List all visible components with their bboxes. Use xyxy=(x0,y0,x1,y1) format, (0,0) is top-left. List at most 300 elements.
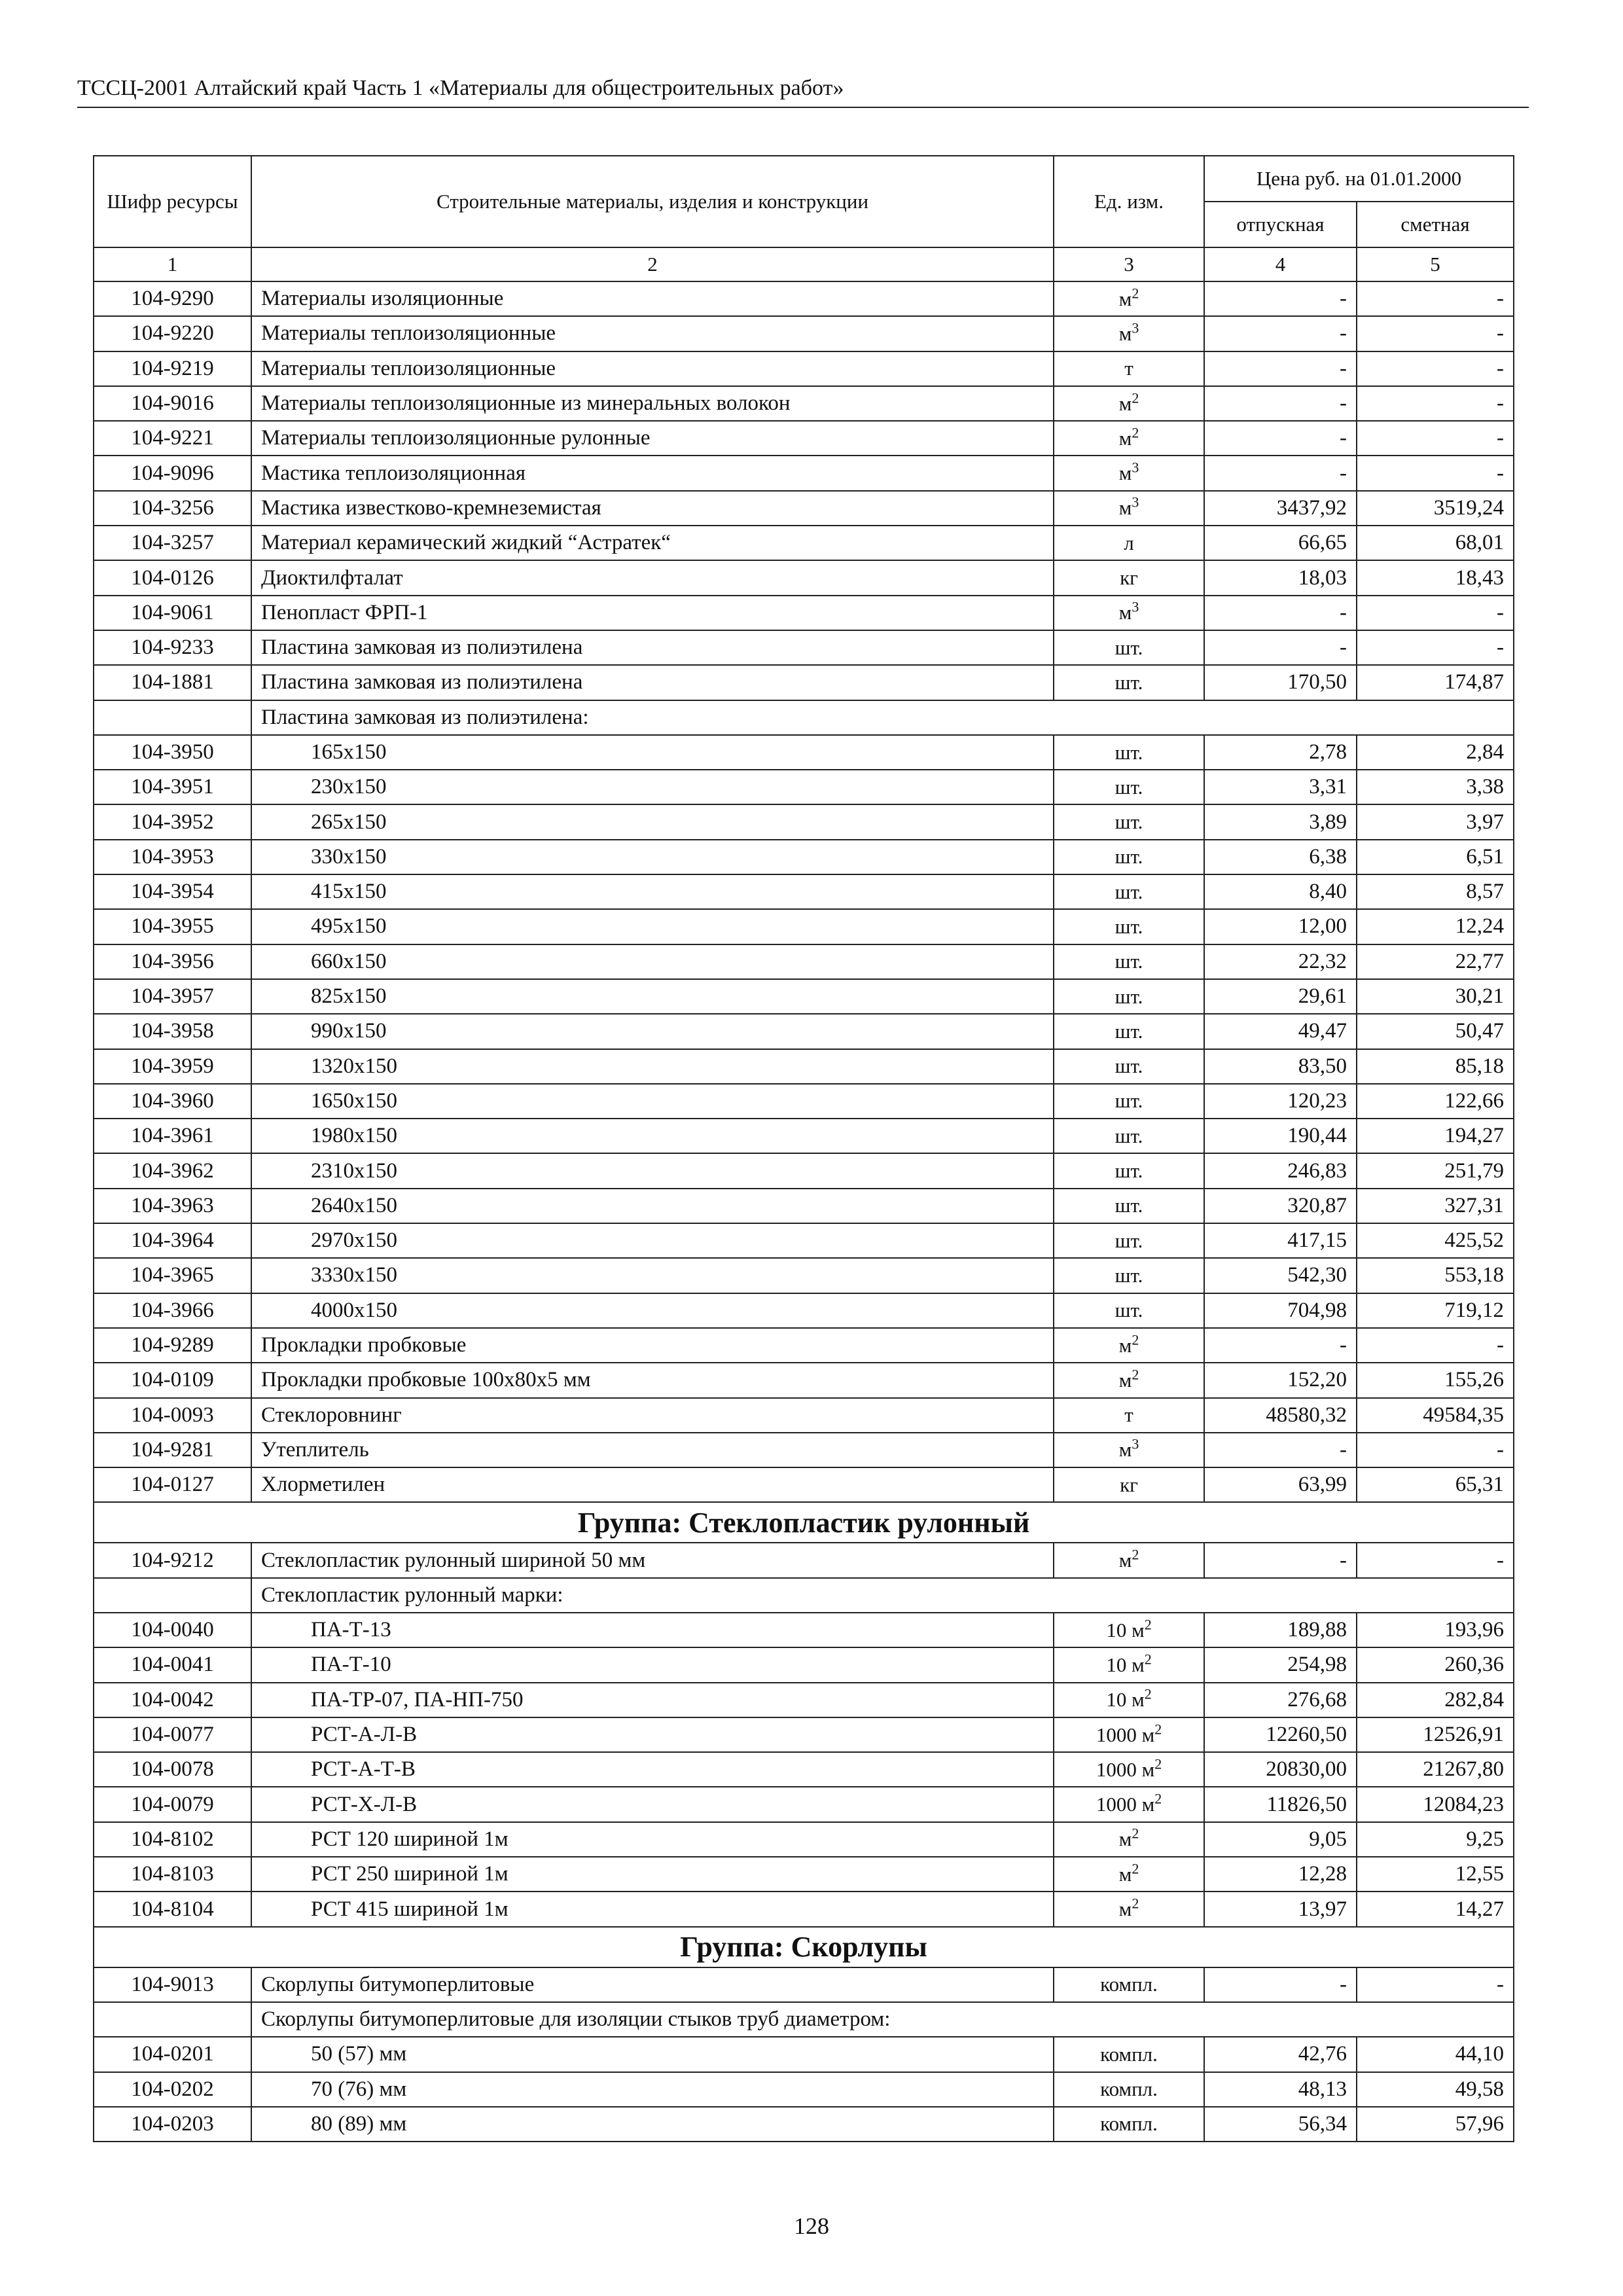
unit: компл. xyxy=(1100,2077,1158,2101)
header-code: Шифр ресурсы xyxy=(94,156,251,247)
resource-code: 104-3256 xyxy=(94,491,251,526)
unit: шт. xyxy=(1115,810,1143,834)
resource-code: 104-9096 xyxy=(94,456,251,490)
material-name: 660х150 xyxy=(311,949,387,973)
table-row xyxy=(94,1717,1514,1752)
resource-code: 104-3950 xyxy=(94,735,251,770)
resource-code: 104-9220 xyxy=(94,316,251,351)
unit-cell xyxy=(1054,735,1204,770)
release-price: 276,68 xyxy=(1204,1683,1357,1717)
resource-code: 104-0203 xyxy=(94,2107,251,2142)
unit-cell xyxy=(1054,1647,1204,1682)
estimate-price: - xyxy=(1357,316,1514,351)
unit: м xyxy=(1118,1368,1132,1391)
unit-cell xyxy=(1054,1857,1204,1892)
resource-code: 104-3953 xyxy=(94,840,251,874)
resource-code: 104-0093 xyxy=(94,1398,251,1433)
unit: 1000 м xyxy=(1096,1757,1155,1781)
material-name-cell xyxy=(251,386,1054,421)
resource-code: 104-3956 xyxy=(94,944,251,979)
unit: шт. xyxy=(1115,914,1143,938)
unit-cell xyxy=(1054,491,1204,526)
release-price: 320,87 xyxy=(1204,1189,1357,1223)
release-price: - xyxy=(1204,281,1357,316)
estimate-price: - xyxy=(1357,386,1514,421)
estimate-price: 49584,35 xyxy=(1357,1398,1514,1433)
release-price: 152,20 xyxy=(1204,1363,1357,1397)
material-name: Материалы теплоизоляционные xyxy=(261,356,556,380)
unit: шт. xyxy=(1115,775,1143,798)
material-name-cell xyxy=(251,560,1054,595)
estimate-price: 425,52 xyxy=(1357,1223,1514,1258)
release-price: 3,31 xyxy=(1204,770,1357,804)
unit-cell xyxy=(1054,1613,1204,1647)
estimate-price: - xyxy=(1357,1543,1514,1577)
material-name-cell xyxy=(251,630,1054,665)
header-price-group: Цена руб. на 01.01.2000 xyxy=(1204,156,1514,202)
material-name-cell xyxy=(251,491,1054,526)
estimate-price: 719,12 xyxy=(1357,1293,1514,1328)
table-row xyxy=(94,281,1514,316)
release-price: - xyxy=(1204,386,1357,421)
table-row xyxy=(94,1049,1514,1084)
material-name: 1320х150 xyxy=(311,1054,397,1078)
release-price: 170,50 xyxy=(1204,665,1357,700)
subheading-text: Пластина замковая из полиэтилена: xyxy=(251,700,1514,735)
unit-exponent: 2 xyxy=(1144,1616,1152,1633)
material-name: 1650х150 xyxy=(311,1088,397,1113)
material-name: Хлорметилен xyxy=(261,1473,385,1497)
unit: т xyxy=(1124,357,1133,380)
material-name: 330х150 xyxy=(311,844,387,869)
table-row xyxy=(94,351,1514,386)
unit-cell xyxy=(1054,630,1204,665)
unit: м xyxy=(1118,461,1132,485)
resource-code: 104-3951 xyxy=(94,770,251,804)
unit-exponent: 2 xyxy=(1144,1651,1152,1668)
estimate-price: 282,84 xyxy=(1357,1683,1514,1717)
unit: шт. xyxy=(1115,1194,1143,1217)
unit-exponent: 2 xyxy=(1154,1721,1162,1738)
material-name: 2310х150 xyxy=(311,1158,397,1183)
material-name: Материалы теплоизоляционные из минеральных волокон xyxy=(261,391,791,416)
unit-exponent: 3 xyxy=(1132,459,1139,476)
unit-cell xyxy=(1054,1189,1204,1223)
material-name: 265х150 xyxy=(311,810,387,834)
material-name-cell xyxy=(251,2072,1054,2107)
unit-cell xyxy=(1054,421,1204,456)
group-heading-row xyxy=(94,1502,1514,1543)
unit: м xyxy=(1118,496,1132,520)
unit: л xyxy=(1124,531,1134,554)
table-row xyxy=(94,1119,1514,1153)
table-row xyxy=(94,2037,1514,2072)
table-row xyxy=(94,1153,1514,1188)
unit-exponent: 2 xyxy=(1132,1895,1139,1912)
estimate-price: 3,97 xyxy=(1357,804,1514,839)
estimate-price: 12,24 xyxy=(1357,909,1514,944)
estimate-price: 194,27 xyxy=(1357,1119,1514,1153)
estimate-price: 553,18 xyxy=(1357,1258,1514,1293)
unit-exponent: 3 xyxy=(1132,1436,1139,1453)
unit: 10 м xyxy=(1106,1688,1145,1712)
table-row xyxy=(94,1014,1514,1049)
estimate-price: 49,58 xyxy=(1357,2072,1514,2107)
material-name: РСТ-А-Т-В xyxy=(311,1757,416,1782)
unit-cell xyxy=(1054,909,1204,944)
release-price: - xyxy=(1204,351,1357,386)
unit: м xyxy=(1118,321,1132,345)
material-name: Утеплитель xyxy=(261,1437,369,1462)
material-name-cell xyxy=(251,1752,1054,1787)
unit-cell xyxy=(1054,804,1204,839)
table-row xyxy=(94,1683,1514,1717)
resource-code: 104-9061 xyxy=(94,596,251,630)
material-name: 3330х150 xyxy=(311,1263,397,1287)
table-row xyxy=(94,804,1514,839)
resource-code: 104-0040 xyxy=(94,1613,251,1647)
unit: шт. xyxy=(1115,1054,1143,1078)
unit: м xyxy=(1118,601,1132,624)
material-name-cell xyxy=(251,840,1054,874)
unit-cell xyxy=(1054,2107,1204,2142)
material-name-cell xyxy=(251,421,1054,456)
material-name-cell xyxy=(251,316,1054,351)
resource-code: 104-9016 xyxy=(94,386,251,421)
table-row xyxy=(94,421,1514,456)
release-price: 2,78 xyxy=(1204,735,1357,770)
table-row xyxy=(94,596,1514,630)
material-name: Материалы теплоизоляционные рулонные xyxy=(261,426,651,450)
unit: шт. xyxy=(1115,1089,1143,1113)
resource-code: 104-0079 xyxy=(94,1787,251,1821)
material-name: 2970х150 xyxy=(311,1229,397,1253)
table-row xyxy=(94,1543,1514,1577)
estimate-price: - xyxy=(1357,421,1514,456)
unit-cell xyxy=(1054,840,1204,874)
column-number: 1 xyxy=(94,247,251,281)
resource-code: 104-3952 xyxy=(94,804,251,839)
header-name: Строительные материалы, изделия и конструкции xyxy=(251,156,1054,247)
unit: компл. xyxy=(1100,2042,1158,2066)
estimate-price: - xyxy=(1357,1967,1514,2002)
unit: шт. xyxy=(1115,1229,1143,1252)
table-row xyxy=(94,944,1514,979)
group-heading: Группа: Стеклопластик рулонный xyxy=(94,1502,1514,1543)
subheading-row xyxy=(94,2002,1514,2037)
unit-cell xyxy=(1054,560,1204,595)
material-name: ПА-Т-10 xyxy=(311,1653,391,1677)
material-name-cell xyxy=(251,770,1054,804)
material-name: РСТ 250 шириной 1м xyxy=(311,1862,508,1886)
material-name-cell xyxy=(251,526,1054,560)
resource-code: 104-3955 xyxy=(94,909,251,944)
column-number: 5 xyxy=(1357,247,1514,281)
unit-cell xyxy=(1054,386,1204,421)
material-name-cell xyxy=(251,596,1054,630)
release-price: 9,05 xyxy=(1204,1822,1357,1857)
table-row xyxy=(94,1857,1514,1892)
unit-exponent: 2 xyxy=(1154,1755,1162,1772)
material-name: 990х150 xyxy=(311,1019,387,1043)
resource-code: 104-3962 xyxy=(94,1153,251,1188)
page-number: 128 xyxy=(794,2213,829,2239)
resource-code: 104-9212 xyxy=(94,1543,251,1577)
material-name-cell xyxy=(251,351,1054,386)
empty-cell xyxy=(94,2002,251,2037)
release-price: 56,34 xyxy=(1204,2107,1357,2142)
resource-code: 104-3257 xyxy=(94,526,251,560)
material-name-cell xyxy=(251,1293,1054,1328)
material-name: Материалы изоляционные xyxy=(261,287,504,311)
material-name-cell xyxy=(251,1543,1054,1577)
material-name: Стеклоровнинг xyxy=(261,1403,402,1427)
resource-code: 104-0077 xyxy=(94,1717,251,1752)
release-price: 48,13 xyxy=(1204,2072,1357,2107)
estimate-price: 57,96 xyxy=(1357,2107,1514,2142)
table-row xyxy=(94,770,1514,804)
unit-cell xyxy=(1054,281,1204,316)
material-name: Прокладки пробковые xyxy=(261,1333,467,1357)
group-heading: Группа: Скорлупы xyxy=(94,1927,1514,1967)
release-price: 120,23 xyxy=(1204,1084,1357,1119)
estimate-price: 8,57 xyxy=(1357,874,1514,909)
material-name-cell xyxy=(251,979,1054,1014)
estimate-price: - xyxy=(1357,630,1514,665)
release-price: 3437,92 xyxy=(1204,491,1357,526)
unit: шт. xyxy=(1115,880,1143,903)
table-row xyxy=(94,1752,1514,1787)
material-name-cell xyxy=(251,2037,1054,2072)
table-row xyxy=(94,560,1514,595)
material-name-cell xyxy=(251,665,1054,700)
resource-code: 104-9281 xyxy=(94,1433,251,1467)
estimate-price: - xyxy=(1357,456,1514,490)
header-unit: Ед. изм. xyxy=(1054,156,1204,247)
estimate-price: - xyxy=(1357,596,1514,630)
material-name: Диоктилфталат xyxy=(261,565,403,590)
table-row xyxy=(94,1258,1514,1293)
release-price: - xyxy=(1204,1433,1357,1467)
material-name-cell xyxy=(251,1363,1054,1397)
table-row xyxy=(94,1084,1514,1119)
unit-exponent: 2 xyxy=(1132,1546,1139,1563)
unit-cell xyxy=(1054,1363,1204,1397)
column-number: 3 xyxy=(1054,247,1204,281)
unit: м xyxy=(1118,1549,1132,1572)
table-row xyxy=(94,491,1514,526)
estimate-price: 12084,23 xyxy=(1357,1787,1514,1821)
release-price: 12,00 xyxy=(1204,909,1357,944)
subheading-text: Скорлупы битумоперлитовые для изоляции стыков труб диаметром: xyxy=(251,2002,1514,2037)
unit-cell xyxy=(1054,596,1204,630)
unit: компл. xyxy=(1100,2112,1158,2136)
table-row xyxy=(94,1467,1514,1502)
material-name: Материал керамический жидкий “Астратек“ xyxy=(261,531,671,555)
release-price: 6,38 xyxy=(1204,840,1357,874)
material-name-cell xyxy=(251,1647,1054,1682)
resource-code: 104-9289 xyxy=(94,1328,251,1363)
estimate-price: 9,25 xyxy=(1357,1822,1514,1857)
release-price: 63,99 xyxy=(1204,1467,1357,1502)
material-name-cell xyxy=(251,909,1054,944)
release-price: 246,83 xyxy=(1204,1153,1357,1188)
subheading-text: Стеклопластик рулонный марки: xyxy=(251,1578,1514,1613)
unit: м xyxy=(1118,1862,1132,1886)
material-name-cell xyxy=(251,1613,1054,1647)
unit-cell xyxy=(1054,1119,1204,1153)
resource-code: 104-1881 xyxy=(94,665,251,700)
unit-cell xyxy=(1054,1084,1204,1119)
resource-code: 104-9219 xyxy=(94,351,251,386)
material-name: 415х150 xyxy=(311,880,387,904)
estimate-price: 6,51 xyxy=(1357,840,1514,874)
table-row xyxy=(94,840,1514,874)
unit-exponent: 3 xyxy=(1132,494,1139,511)
unit-exponent: 2 xyxy=(1132,1825,1139,1842)
unit: шт. xyxy=(1115,1159,1143,1183)
empty-cell xyxy=(94,1578,251,1613)
release-price: 3,89 xyxy=(1204,804,1357,839)
subheading-row xyxy=(94,1578,1514,1613)
material-name: Скорлупы битумоперлитовые xyxy=(261,1972,535,1996)
unit-cell xyxy=(1054,1787,1204,1821)
unit: компл. xyxy=(1100,1973,1158,1996)
release-price: 704,98 xyxy=(1204,1293,1357,1328)
unit-exponent: 2 xyxy=(1132,1860,1139,1877)
material-name: 70 (76) мм xyxy=(311,2077,407,2101)
release-price: 11826,50 xyxy=(1204,1787,1357,1821)
release-price: 8,40 xyxy=(1204,874,1357,909)
estimate-price: 21267,80 xyxy=(1357,1752,1514,1787)
material-name: 825х150 xyxy=(311,984,387,1009)
table-row xyxy=(94,1293,1514,1328)
estimate-price: 14,27 xyxy=(1357,1892,1514,1926)
release-price: 18,03 xyxy=(1204,560,1357,595)
table-body xyxy=(94,281,1514,2142)
unit: м xyxy=(1118,1827,1132,1851)
material-name-cell xyxy=(251,1153,1054,1188)
release-price: 48580,32 xyxy=(1204,1398,1357,1433)
release-price: 83,50 xyxy=(1204,1049,1357,1084)
unit-exponent: 2 xyxy=(1132,389,1139,406)
table-row xyxy=(94,386,1514,421)
resource-code: 104-3957 xyxy=(94,979,251,1014)
resource-code: 104-8102 xyxy=(94,1822,251,1857)
group-heading-row xyxy=(94,1927,1514,1967)
release-price: 542,30 xyxy=(1204,1258,1357,1293)
estimate-price: 50,47 xyxy=(1357,1014,1514,1049)
estimate-price: - xyxy=(1357,1328,1514,1363)
resource-code: 104-3960 xyxy=(94,1084,251,1119)
empty-cell xyxy=(94,700,251,735)
unit: 10 м xyxy=(1106,1618,1145,1641)
resource-code: 104-3965 xyxy=(94,1258,251,1293)
unit-cell xyxy=(1054,1433,1204,1467)
release-price: 42,76 xyxy=(1204,2037,1357,2072)
table-row xyxy=(94,456,1514,490)
material-name-cell xyxy=(251,804,1054,839)
resource-code: 104-0042 xyxy=(94,1683,251,1717)
unit-cell xyxy=(1054,1543,1204,1577)
material-name-cell xyxy=(251,456,1054,490)
resource-code: 104-3959 xyxy=(94,1049,251,1084)
unit: м xyxy=(1118,1333,1132,1357)
unit: 10 м xyxy=(1106,1653,1145,1676)
release-price: 66,65 xyxy=(1204,526,1357,560)
unit: кг xyxy=(1120,566,1138,590)
release-price: - xyxy=(1204,421,1357,456)
material-name-cell xyxy=(251,1717,1054,1752)
unit: т xyxy=(1124,1403,1133,1427)
unit: шт. xyxy=(1115,950,1143,973)
unit: шт. xyxy=(1115,670,1143,694)
release-price: - xyxy=(1204,456,1357,490)
unit: м xyxy=(1118,1897,1132,1920)
material-name-cell xyxy=(251,1467,1054,1502)
material-name-cell xyxy=(251,1892,1054,1926)
column-number: 2 xyxy=(251,247,1054,281)
table-row xyxy=(94,874,1514,909)
estimate-price: - xyxy=(1357,281,1514,316)
table-row xyxy=(94,735,1514,770)
unit-cell xyxy=(1054,979,1204,1014)
release-price: 189,88 xyxy=(1204,1613,1357,1647)
table-row xyxy=(94,316,1514,351)
material-name: ПА-Т-13 xyxy=(311,1618,391,1642)
material-name: Пенопласт ФРП-1 xyxy=(261,600,428,624)
unit-cell xyxy=(1054,1892,1204,1926)
table-row xyxy=(94,526,1514,560)
estimate-price: 65,31 xyxy=(1357,1467,1514,1502)
resource-code: 104-0202 xyxy=(94,2072,251,2107)
estimate-price: - xyxy=(1357,351,1514,386)
release-price: 22,32 xyxy=(1204,944,1357,979)
material-name: Пластина замковая из полиэтилена xyxy=(261,636,583,660)
estimate-price: 12526,91 xyxy=(1357,1717,1514,1752)
table-row xyxy=(94,1613,1514,1647)
table-row xyxy=(94,1223,1514,1258)
resource-code: 104-3963 xyxy=(94,1189,251,1223)
material-name: 1980х150 xyxy=(311,1124,397,1148)
unit-exponent: 2 xyxy=(1144,1685,1152,1702)
estimate-price: 155,26 xyxy=(1357,1363,1514,1397)
unit-cell xyxy=(1054,1683,1204,1717)
estimate-price: 193,96 xyxy=(1357,1613,1514,1647)
resource-code: 104-3961 xyxy=(94,1119,251,1153)
unit-cell xyxy=(1054,1153,1204,1188)
material-name-cell xyxy=(251,1189,1054,1223)
table-row xyxy=(94,1892,1514,1926)
estimate-price: 68,01 xyxy=(1357,526,1514,560)
estimate-price: 174,87 xyxy=(1357,665,1514,700)
unit-cell xyxy=(1054,526,1204,560)
table-row xyxy=(94,630,1514,665)
material-name-cell xyxy=(251,1258,1054,1293)
resource-code: 104-9013 xyxy=(94,1967,251,2002)
subheading-row xyxy=(94,700,1514,735)
material-name-cell xyxy=(251,1084,1054,1119)
table-row xyxy=(94,665,1514,700)
material-name: РСТ 415 шириной 1м xyxy=(311,1897,508,1921)
material-name: Пластина замковая из полиэтилена xyxy=(261,670,583,694)
resource-code: 104-0078 xyxy=(94,1752,251,1787)
unit: шт. xyxy=(1115,740,1143,764)
material-name: 80 (89) мм xyxy=(311,2111,407,2136)
estimate-price: 22,77 xyxy=(1357,944,1514,979)
release-price: 20830,00 xyxy=(1204,1752,1357,1787)
release-price: 12260,50 xyxy=(1204,1717,1357,1752)
